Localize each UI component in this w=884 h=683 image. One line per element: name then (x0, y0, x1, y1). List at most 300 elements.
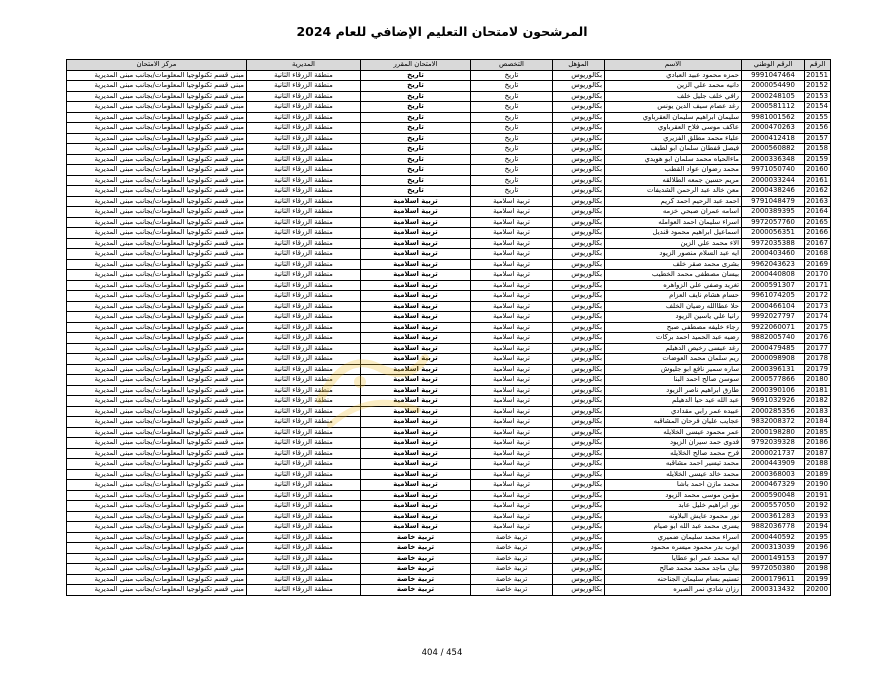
cell-directorate: منطقة الزرقاء الثانية (247, 259, 361, 270)
cell-name: اسماعيل ابراهيم محمود قنديل (605, 228, 742, 239)
cell-national-id: 2000361283 (742, 511, 805, 522)
header-name: الاسم (605, 60, 742, 71)
cell-name: عبد الله عيد حيا الدهيلم (605, 396, 742, 407)
cell-exam: تربية اسلامية (361, 511, 471, 522)
cell-qualification: بكالوريوس (553, 81, 605, 92)
cell-specialization: تربية اسلامية (471, 291, 553, 302)
cell-exam: تربية اسلامية (361, 438, 471, 449)
cell-specialization: تاريخ (471, 175, 553, 186)
cell-name: حسام هشام نايف العزام (605, 291, 742, 302)
cell-exam-center: مبنى قسم تكنولوجيا المعلومات/بجانب مبنى المديرية (67, 511, 247, 522)
cell-qualification: بكالوريوس (553, 553, 605, 564)
cell-number: 20154 (805, 102, 831, 113)
cell-specialization: تربية اسلامية (471, 511, 553, 522)
cell-specialization: تربية اسلامية (471, 280, 553, 291)
cell-specialization: تربية خاصة (471, 532, 553, 543)
cell-specialization: تربية خاصة (471, 574, 553, 585)
cell-national-id: 2000313432 (742, 585, 805, 596)
cell-national-id: 2000248105 (742, 91, 805, 102)
table-row (67, 511, 831, 522)
cell-specialization: تربية اسلامية (471, 501, 553, 512)
cell-name: يسرى محمد عبد الله ابو صيام (605, 522, 742, 533)
table-row (67, 553, 831, 564)
cell-specialization: تربية اسلامية (471, 490, 553, 501)
cell-number: 20161 (805, 175, 831, 186)
cell-directorate: منطقة الزرقاء الثانية (247, 553, 361, 564)
cell-exam-center: مبنى قسم تكنولوجيا المعلومات/بجانب مبنى المديرية (67, 448, 247, 459)
table-row (67, 91, 831, 102)
cell-national-id: 2000396131 (742, 364, 805, 375)
table-row (67, 396, 831, 407)
table-row (67, 406, 831, 417)
cell-national-id: 9792039328 (742, 438, 805, 449)
cell-specialization: تربية اسلامية (471, 312, 553, 323)
cell-exam-center: مبنى قسم تكنولوجيا المعلومات/بجانب مبنى المديرية (67, 532, 247, 543)
cell-exam: تربية اسلامية (361, 396, 471, 407)
cell-national-id: 2000479485 (742, 343, 805, 354)
cell-specialization: تربية اسلامية (471, 354, 553, 365)
header-number: الرقم (805, 60, 831, 71)
cell-national-id: 2000466104 (742, 301, 805, 312)
cell-number: 20167 (805, 238, 831, 249)
table-row (67, 196, 831, 207)
cell-specialization: تاريخ (471, 102, 553, 113)
cell-number: 20192 (805, 501, 831, 512)
cell-number: 20162 (805, 186, 831, 197)
cell-name: علياء محمد مطلق الفزيري (605, 133, 742, 144)
cell-qualification: بكالوريوس (553, 123, 605, 134)
cell-name: تسنيم بسام سليمان الجناحنه (605, 574, 742, 585)
cell-number: 20194 (805, 522, 831, 533)
cell-qualification: بكالوريوس (553, 501, 605, 512)
cell-directorate: منطقة الزرقاء الثانية (247, 249, 361, 260)
cell-number: 20152 (805, 81, 831, 92)
cell-national-id: 2000443909 (742, 459, 805, 470)
cell-number: 20156 (805, 123, 831, 134)
cell-directorate: منطقة الزرقاء الثانية (247, 490, 361, 501)
cell-directorate: منطقة الزرقاء الثانية (247, 438, 361, 449)
cell-specialization: تربية اسلامية (471, 217, 553, 228)
cell-exam: تربية اسلامية (361, 291, 471, 302)
cell-directorate: منطقة الزرقاء الثانية (247, 532, 361, 543)
cell-directorate: منطقة الزرقاء الثانية (247, 154, 361, 165)
cell-specialization: تربية اسلامية (471, 469, 553, 480)
cell-qualification: بكالوريوس (553, 144, 605, 155)
cell-number: 20189 (805, 469, 831, 480)
cell-exam-center: مبنى قسم تكنولوجيا المعلومات/بجانب مبنى المديرية (67, 469, 247, 480)
cell-specialization: تربية اسلامية (471, 459, 553, 470)
cell-number: 20177 (805, 343, 831, 354)
cell-directorate: منطقة الزرقاء الثانية (247, 102, 361, 113)
cell-exam: تربية اسلامية (361, 417, 471, 428)
cell-exam-center: مبنى قسم تكنولوجيا المعلومات/بجانب مبنى المديرية (67, 564, 247, 575)
cell-national-id: 9882036778 (742, 522, 805, 533)
table-row (67, 459, 831, 470)
cell-number: 20197 (805, 553, 831, 564)
cell-directorate: منطقة الزرقاء الثانية (247, 228, 361, 239)
cell-qualification: بكالوريوس (553, 490, 605, 501)
cell-number: 20164 (805, 207, 831, 218)
table-row (67, 154, 831, 165)
cell-specialization: تاريخ (471, 186, 553, 197)
cell-name: الاء محمد علي الزين (605, 238, 742, 249)
cell-exam: تربية اسلامية (361, 207, 471, 218)
cell-directorate: منطقة الزرقاء الثانية (247, 112, 361, 123)
cell-specialization: تربية اسلامية (471, 343, 553, 354)
cell-name: عجايب عليان فرحان المشاقبه (605, 417, 742, 428)
cell-qualification: بكالوريوس (553, 112, 605, 123)
cell-name: سليمان ابراهيم سليمان العقرباوي (605, 112, 742, 123)
cell-exam-center: مبنى قسم تكنولوجيا المعلومات/بجانب مبنى المديرية (67, 228, 247, 239)
table-row (67, 574, 831, 585)
cell-specialization: تاريخ (471, 112, 553, 123)
cell-specialization: تاريخ (471, 70, 553, 81)
cell-exam: تربية اسلامية (361, 375, 471, 386)
cell-exam: تاريخ (361, 175, 471, 186)
cell-specialization: تربية اسلامية (471, 207, 553, 218)
cell-specialization: تربية اسلامية (471, 249, 553, 260)
cell-directorate: منطقة الزرقاء الثانية (247, 385, 361, 396)
cell-exam: تربية اسلامية (361, 270, 471, 281)
cell-number: 20190 (805, 480, 831, 491)
cell-directorate: منطقة الزرقاء الثانية (247, 574, 361, 585)
cell-national-id: 2000285356 (742, 406, 805, 417)
cell-exam: تربية اسلامية (361, 459, 471, 470)
cell-name: محمد رضوان عواد القطب (605, 165, 742, 176)
cell-exam: تاريخ (361, 144, 471, 155)
cell-qualification: بكالوريوس (553, 196, 605, 207)
cell-directorate: منطقة الزرقاء الثانية (247, 459, 361, 470)
cell-qualification: بكالوريوس (553, 186, 605, 197)
cell-specialization: تربية اسلامية (471, 322, 553, 333)
cell-number: 20188 (805, 459, 831, 470)
candidates-table (66, 59, 831, 596)
cell-name: ريم سلمان محمد العوضات (605, 354, 742, 365)
cell-number: 20186 (805, 438, 831, 449)
table-header-row (67, 60, 831, 71)
cell-national-id: 9962043623 (742, 259, 805, 270)
cell-national-id: 2000336348 (742, 154, 805, 165)
table-row (67, 532, 831, 543)
cell-exam: تربية اسلامية (361, 480, 471, 491)
table-row (67, 301, 831, 312)
cell-specialization: تربية اسلامية (471, 270, 553, 281)
cell-name: فيصل قفطان سلمان ابو لطيف (605, 144, 742, 155)
cell-number: 20198 (805, 564, 831, 575)
table-row (67, 543, 831, 554)
cell-qualification: بكالوريوس (553, 585, 605, 596)
cell-national-id: 9991047464 (742, 70, 805, 81)
cell-qualification: بكالوريوس (553, 364, 605, 375)
cell-qualification: بكالوريوس (553, 312, 605, 323)
cell-specialization: تاريخ (471, 133, 553, 144)
table-row (67, 270, 831, 281)
cell-number: 20169 (805, 259, 831, 270)
cell-qualification: بكالوريوس (553, 532, 605, 543)
cell-exam: تربية اسلامية (361, 448, 471, 459)
cell-name: بيان ماجد محمد محمد صالح (605, 564, 742, 575)
cell-directorate: منطقة الزرقاء الثانية (247, 301, 361, 312)
cell-qualification: بكالوريوس (553, 406, 605, 417)
cell-national-id: 2000590048 (742, 490, 805, 501)
cell-name: احمد عبد الرحيم احمد كريم (605, 196, 742, 207)
cell-qualification: بكالوريوس (553, 459, 605, 470)
cell-exam-center: مبنى قسم تكنولوجيا المعلومات/بجانب مبنى المديرية (67, 301, 247, 312)
cell-specialization: تربية خاصة (471, 564, 553, 575)
cell-name: اسراء سليمان احمد العوامله (605, 217, 742, 228)
cell-name: ايوب بدر محمود ميسره محمود (605, 543, 742, 554)
cell-number: 20171 (805, 280, 831, 291)
cell-qualification: بكالوريوس (553, 574, 605, 585)
cell-qualification: بكالوريوس (553, 102, 605, 113)
cell-name: مريم حسين جمعه الطلالقه (605, 175, 742, 186)
cell-qualification: بكالوريوس (553, 564, 605, 575)
cell-national-id: 9992027797 (742, 312, 805, 323)
cell-exam: تربية اسلامية (361, 301, 471, 312)
cell-national-id: 9981001562 (742, 112, 805, 123)
cell-name: عاكف موسى فلاح العقرباوي (605, 123, 742, 134)
cell-name: رضيه عبد الحميد احمد بركات (605, 333, 742, 344)
cell-qualification: بكالوريوس (553, 522, 605, 533)
cell-exam: تربية اسلامية (361, 385, 471, 396)
cell-specialization: تربية اسلامية (471, 196, 553, 207)
table-row (67, 438, 831, 449)
cell-exam: تربية خاصة (361, 564, 471, 575)
cell-number: 20196 (805, 543, 831, 554)
table-row (67, 112, 831, 123)
cell-directorate: منطقة الزرقاء الثانية (247, 343, 361, 354)
cell-directorate: منطقة الزرقاء الثانية (247, 427, 361, 438)
table-row (67, 280, 831, 291)
cell-national-id: 2000198280 (742, 427, 805, 438)
table-row (67, 333, 831, 344)
cell-exam: تربية اسلامية (361, 490, 471, 501)
cell-directorate: منطقة الزرقاء الثانية (247, 322, 361, 333)
cell-exam-center: مبنى قسم تكنولوجيا المعلومات/بجانب مبنى المديرية (67, 553, 247, 564)
cell-specialization: تربية اسلامية (471, 228, 553, 239)
cell-specialization: تاريخ (471, 123, 553, 134)
cell-directorate: منطقة الزرقاء الثانية (247, 91, 361, 102)
cell-qualification: بكالوريوس (553, 417, 605, 428)
cell-name: اسراء محمد سليمان ضميري (605, 532, 742, 543)
cell-directorate: منطقة الزرقاء الثانية (247, 70, 361, 81)
cell-national-id: 2000557050 (742, 501, 805, 512)
cell-national-id: 2000403460 (742, 249, 805, 260)
cell-directorate: منطقة الزرقاء الثانية (247, 564, 361, 575)
cell-number: 20175 (805, 322, 831, 333)
cell-qualification: بكالوريوس (553, 165, 605, 176)
cell-name: رغد عصام سيف الدين يونس (605, 102, 742, 113)
cell-name: ماءالحياه محمد سلمان ابو هويدي (605, 154, 742, 165)
cell-qualification: بكالوريوس (553, 438, 605, 449)
cell-exam: تربية اسلامية (361, 312, 471, 323)
cell-exam: تاريخ (361, 133, 471, 144)
table-row (67, 522, 831, 533)
cell-national-id: 2000033244 (742, 175, 805, 186)
cell-qualification: بكالوريوس (553, 175, 605, 186)
cell-name: معن خالد عبد الرحمن الشديفات (605, 186, 742, 197)
cell-qualification: بكالوريوس (553, 301, 605, 312)
cell-exam-center: مبنى قسم تكنولوجيا المعلومات/بجانب مبنى المديرية (67, 480, 247, 491)
cell-exam-center: مبنى قسم تكنولوجيا المعلومات/بجانب مبنى المديرية (67, 333, 247, 344)
cell-number: 20174 (805, 312, 831, 323)
cell-directorate: منطقة الزرقاء الثانية (247, 522, 361, 533)
cell-directorate: منطقة الزرقاء الثانية (247, 217, 361, 228)
cell-directorate: منطقة الزرقاء الثانية (247, 133, 361, 144)
cell-qualification: بكالوريوس (553, 133, 605, 144)
cell-directorate: منطقة الزرقاء الثانية (247, 144, 361, 155)
cell-directorate: منطقة الزرقاء الثانية (247, 543, 361, 554)
cell-exam: تاريخ (361, 123, 471, 134)
cell-exam-center: مبنى قسم تكنولوجيا المعلومات/بجانب مبنى المديرية (67, 438, 247, 449)
cell-national-id: 2000054490 (742, 81, 805, 92)
cell-exam-center: مبنى قسم تكنولوجيا المعلومات/بجانب مبنى المديرية (67, 186, 247, 197)
cell-exam: تربية اسلامية (361, 196, 471, 207)
cell-national-id: 2000390106 (742, 385, 805, 396)
cell-specialization: تربية اسلامية (471, 396, 553, 407)
cell-specialization: تربية اسلامية (471, 448, 553, 459)
cell-directorate: منطقة الزرقاء الثانية (247, 312, 361, 323)
cell-exam-center: مبنى قسم تكنولوجيا المعلومات/بجانب مبنى المديرية (67, 427, 247, 438)
cell-specialization: تربية خاصة (471, 553, 553, 564)
cell-exam-center: مبنى قسم تكنولوجيا المعلومات/بجانب مبنى المديرية (67, 217, 247, 228)
cell-specialization: تاريخ (471, 154, 553, 165)
cell-name: رانيا علي ياسين الزيود (605, 312, 742, 323)
cell-number: 20185 (805, 427, 831, 438)
table-row (67, 175, 831, 186)
cell-specialization: تربية اسلامية (471, 385, 553, 396)
cell-specialization: تاريخ (471, 81, 553, 92)
table-row (67, 364, 831, 375)
table-row (67, 312, 831, 323)
cell-directorate: منطقة الزرقاء الثانية (247, 406, 361, 417)
cell-national-id: 2000149153 (742, 553, 805, 564)
cell-name: اسامه عمران صبحي خزمه (605, 207, 742, 218)
cell-exam: تربية اسلامية (361, 280, 471, 291)
cell-name: مؤمن موسى محمد الزيود (605, 490, 742, 501)
cell-specialization: تربية خاصة (471, 543, 553, 554)
table-row (67, 501, 831, 512)
table-row (67, 564, 831, 575)
cell-exam-center: مبنى قسم تكنولوجيا المعلومات/بجانب مبنى المديرية (67, 133, 247, 144)
cell-exam: تربية اسلامية (361, 322, 471, 333)
cell-number: 20183 (805, 406, 831, 417)
cell-national-id: 9971050740 (742, 165, 805, 176)
cell-exam: تاريخ (361, 112, 471, 123)
cell-specialization: تربية اسلامية (471, 259, 553, 270)
cell-directorate: منطقة الزرقاء الثانية (247, 396, 361, 407)
table-row (67, 417, 831, 428)
cell-exam-center: مبنى قسم تكنولوجيا المعلومات/بجانب مبنى المديرية (67, 280, 247, 291)
cell-exam: تربية اسلامية (361, 238, 471, 249)
cell-exam-center: مبنى قسم تكنولوجيا المعلومات/بجانب مبنى المديرية (67, 585, 247, 596)
table-row (67, 81, 831, 92)
cell-name: طارق ابراهيم ناصر الزيود (605, 385, 742, 396)
cell-number: 20166 (805, 228, 831, 239)
cell-exam-center: مبنى قسم تكنولوجيا المعلومات/بجانب مبنى المديرية (67, 259, 247, 270)
cell-qualification: بكالوريوس (553, 238, 605, 249)
cell-number: 20184 (805, 417, 831, 428)
cell-exam-center: مبنى قسم تكنولوجيا المعلومات/بجانب مبنى المديرية (67, 81, 247, 92)
cell-directorate: منطقة الزرقاء الثانية (247, 469, 361, 480)
cell-specialization: تاريخ (471, 165, 553, 176)
cell-exam-center: مبنى قسم تكنولوجيا المعلومات/بجانب مبنى المديرية (67, 238, 247, 249)
cell-exam: تربية اسلامية (361, 259, 471, 270)
cell-national-id: 9882005740 (742, 333, 805, 344)
cell-qualification: بكالوريوس (553, 343, 605, 354)
cell-qualification: بكالوريوس (553, 511, 605, 522)
table-row (67, 70, 831, 81)
cell-exam-center: مبنى قسم تكنولوجيا المعلومات/بجانب مبنى المديرية (67, 144, 247, 155)
cell-number: 20157 (805, 133, 831, 144)
cell-number: 20163 (805, 196, 831, 207)
cell-specialization: تربية اسلامية (471, 417, 553, 428)
cell-national-id: 2000412418 (742, 133, 805, 144)
cell-directorate: منطقة الزرقاء الثانية (247, 333, 361, 344)
cell-number: 20182 (805, 396, 831, 407)
cell-directorate: منطقة الزرقاء الثانية (247, 270, 361, 281)
cell-name: بشرى محمد صقر خلف (605, 259, 742, 270)
cell-directorate: منطقة الزرقاء الثانية (247, 207, 361, 218)
header-exam: الامتحان المقرر (361, 60, 471, 71)
cell-specialization: تربية اسلامية (471, 480, 553, 491)
cell-national-id: 9832008372 (742, 417, 805, 428)
cell-national-id: 9972050380 (742, 564, 805, 575)
cell-specialization: تربية اسلامية (471, 238, 553, 249)
cell-qualification: بكالوريوس (553, 375, 605, 386)
cell-directorate: منطقة الزرقاء الثانية (247, 196, 361, 207)
cell-qualification: بكالوريوس (553, 322, 605, 333)
table-row (67, 469, 831, 480)
cell-national-id: 9922060071 (742, 322, 805, 333)
table-row (67, 102, 831, 113)
cell-specialization: تربية اسلامية (471, 375, 553, 386)
cell-name: نور محمود عايش البلاونه (605, 511, 742, 522)
cell-exam-center: مبنى قسم تكنولوجيا المعلومات/بجانب مبنى المديرية (67, 270, 247, 281)
cell-exam-center: مبنى قسم تكنولوجيا المعلومات/بجانب مبنى المديرية (67, 459, 247, 470)
cell-directorate: منطقة الزرقاء الثانية (247, 238, 361, 249)
cell-national-id: 2000021737 (742, 448, 805, 459)
cell-number: 20191 (805, 490, 831, 501)
cell-exam-center: مبنى قسم تكنولوجيا المعلومات/بجانب مبنى المديرية (67, 343, 247, 354)
cell-qualification: بكالوريوس (553, 543, 605, 554)
cell-exam: تربية خاصة (361, 543, 471, 554)
cell-exam-center: مبنى قسم تكنولوجيا المعلومات/بجانب مبنى المديرية (67, 91, 247, 102)
cell-exam-center: مبنى قسم تكنولوجيا المعلومات/بجانب مبنى المديرية (67, 543, 247, 554)
cell-qualification: بكالوريوس (553, 207, 605, 218)
cell-exam: تربية خاصة (361, 574, 471, 585)
cell-name: سوسن صالح احمد البنا (605, 375, 742, 386)
cell-national-id: 9972035388 (742, 238, 805, 249)
cell-number: 20193 (805, 511, 831, 522)
cell-number: 20172 (805, 291, 831, 302)
cell-exam: تربية اسلامية (361, 333, 471, 344)
cell-specialization: تربية اسلامية (471, 522, 553, 533)
table-row (67, 228, 831, 239)
cell-number: 20195 (805, 532, 831, 543)
cell-exam-center: مبنى قسم تكنولوجيا المعلومات/بجانب مبنى المديرية (67, 165, 247, 176)
cell-number: 20178 (805, 354, 831, 365)
cell-number: 20200 (805, 585, 831, 596)
page-title: المرشحون لامتحان التعليم الإضافي للعام 2024 (296, 24, 588, 39)
header-directorate: المديرية (247, 60, 361, 71)
cell-qualification: بكالوريوس (553, 70, 605, 81)
page-number: 404 / 454 (421, 648, 463, 658)
cell-national-id: 2000313039 (742, 543, 805, 554)
cell-exam-center: مبنى قسم تكنولوجيا المعلومات/بجانب مبنى المديرية (67, 396, 247, 407)
cell-qualification: بكالوريوس (553, 385, 605, 396)
cell-exam-center: مبنى قسم تكنولوجيا المعلومات/بجانب مبنى المديرية (67, 154, 247, 165)
